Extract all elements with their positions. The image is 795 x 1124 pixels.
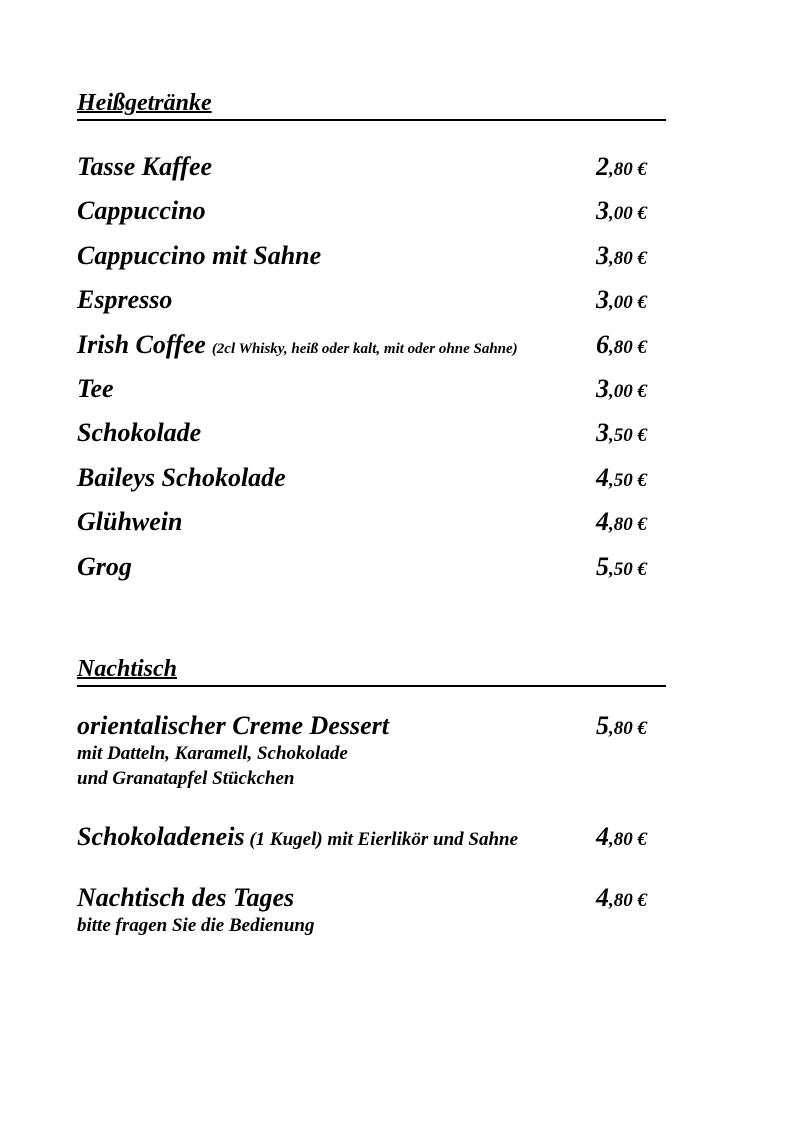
price-euro: 3 xyxy=(596,241,609,270)
price-cent: ,00 € xyxy=(609,381,647,402)
item-note: (2cl Whisky, heiß oder kalt, mit oder ohne Sahne) xyxy=(211,341,518,357)
price-euro: 3 xyxy=(596,196,609,225)
menu-item-espresso xyxy=(77,285,657,315)
price-euro: 2 xyxy=(596,152,609,181)
item-note: (1 Kugel) mit Eierlikör und Sahne xyxy=(244,829,519,850)
price-cent: ,80 € xyxy=(609,829,647,850)
item-price xyxy=(596,822,647,856)
price-euro: 3 xyxy=(596,285,609,314)
menu-item-grog xyxy=(77,552,657,582)
section-title-dessert: Nachtisch xyxy=(77,656,178,682)
item-name: Espresso xyxy=(77,285,173,314)
price-cent: ,80 € xyxy=(609,159,647,180)
item-name: Schokoladeneis xyxy=(77,822,245,851)
menu-item-irish-coffee xyxy=(77,330,657,364)
item-price xyxy=(596,374,647,408)
section-heading-hot-drinks xyxy=(77,89,666,121)
price-cent: ,00 € xyxy=(609,292,647,313)
menu-item-nachtisch-des-tages xyxy=(77,883,657,938)
price-cent: ,80 € xyxy=(609,718,647,739)
item-name: Grog xyxy=(77,552,132,581)
menu-item-tee xyxy=(77,374,657,404)
price-cent: ,80 € xyxy=(609,337,647,358)
menu-item-schokoladeneis xyxy=(77,822,657,855)
item-description-line-1: bitte fragen Sie die Bedienung xyxy=(77,915,315,936)
item-name: Cappuccino xyxy=(77,196,206,225)
item-price xyxy=(596,241,647,275)
item-price xyxy=(596,883,647,917)
item-price xyxy=(596,196,647,230)
menu-item-cappuccino-mit-sahne xyxy=(77,241,657,271)
item-name: Tasse Kaffee xyxy=(77,152,213,181)
item-price xyxy=(596,711,647,745)
item-price xyxy=(596,418,647,452)
item-price xyxy=(596,330,647,364)
item-name-row xyxy=(77,822,657,855)
menu-item-baileys-schokolade xyxy=(77,463,657,493)
item-name: Tee xyxy=(77,374,114,403)
price-euro: 5 xyxy=(596,552,609,581)
price-cent: ,00 € xyxy=(609,203,647,224)
item-name: Schokolade xyxy=(77,418,202,447)
price-cent: ,80 € xyxy=(609,890,647,911)
price-cent: ,80 € xyxy=(609,514,647,535)
price-euro: 4 xyxy=(596,883,609,912)
item-name: Glühwein xyxy=(77,507,183,536)
price-cent: ,80 € xyxy=(609,248,647,269)
item-description-line-2: und Granatapfel Stückchen xyxy=(77,768,295,789)
price-euro: 4 xyxy=(596,822,609,851)
menu-item-gluehwein xyxy=(77,507,657,537)
price-cent: ,50 € xyxy=(609,470,647,491)
item-price xyxy=(596,507,647,541)
item-name: Nachtisch des Tages xyxy=(77,883,295,912)
item-price xyxy=(596,285,647,319)
item-name-row xyxy=(77,330,657,364)
item-name: Irish Coffee xyxy=(77,330,206,359)
item-name: orientalischer Creme Dessert xyxy=(77,711,389,740)
item-name: Cappuccino mit Sahne xyxy=(77,241,322,270)
item-price xyxy=(596,552,647,586)
price-euro: 3 xyxy=(596,374,609,403)
price-euro: 4 xyxy=(596,507,609,536)
section-heading-dessert xyxy=(77,655,666,687)
section-title-hot-drinks: Heißgetränke xyxy=(77,90,212,116)
price-cent: ,50 € xyxy=(609,559,647,580)
price-euro: 4 xyxy=(596,463,609,492)
price-euro: 6 xyxy=(596,330,609,359)
item-description-line-1: mit Datteln, Karamell, Schokolade xyxy=(77,743,348,764)
menu-item-cappuccino xyxy=(77,196,657,226)
item-price xyxy=(596,463,647,497)
price-euro: 5 xyxy=(596,711,609,740)
item-name: Baileys Schokolade xyxy=(77,463,286,492)
menu-item-tasse-kaffee xyxy=(77,152,657,182)
menu-item-orientalischer-creme-dessert xyxy=(77,711,657,791)
price-euro: 3 xyxy=(596,418,609,447)
price-cent: ,50 € xyxy=(609,425,647,446)
menu-item-schokolade xyxy=(77,418,657,448)
item-price xyxy=(596,152,647,186)
